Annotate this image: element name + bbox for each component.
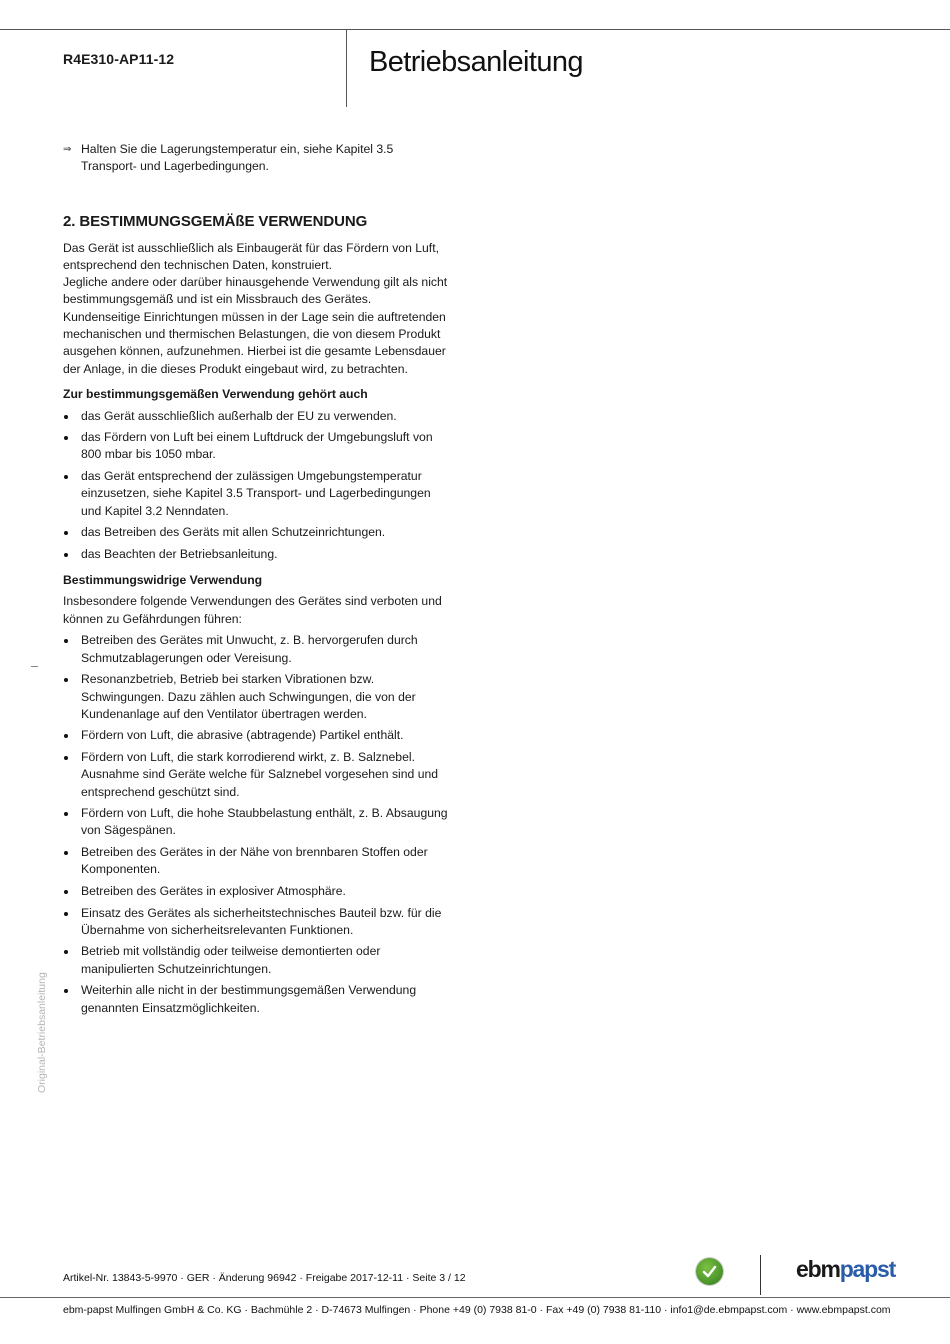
footer-rule: [0, 1297, 950, 1298]
section-paragraphs: [63, 240, 451, 378]
bullet-icon: [64, 734, 68, 738]
list-item-text: Betreiben des Gerätes in der Nähe von brennbaren Stoffen oder Komponenten.: [81, 845, 428, 877]
bullet-icon: [64, 436, 68, 440]
list-item: [63, 883, 451, 900]
bullet-icon: [64, 890, 68, 894]
bullet-icon: [64, 678, 68, 682]
bullet-icon: [64, 475, 68, 479]
header-divider: [346, 29, 347, 107]
paragraph: Jegliche andere oder darüber hinausgehende Verwendung gilt als nicht bestimmungsgemäß und ist ein Missbrauch des Gerätes.: [63, 275, 448, 307]
list-item: [63, 468, 451, 520]
list-item-text: Betreiben des Gerätes in explosiver Atmosphäre.: [81, 883, 346, 898]
page-content: [63, 141, 451, 1017]
arrow-right-icon: ⇒: [63, 144, 72, 155]
misuse-heading: Bestimmungswidrige Verwendung: [63, 573, 263, 588]
bullet-icon: [64, 851, 68, 855]
list-item: [63, 943, 451, 978]
bullet-icon: [64, 553, 68, 557]
list-item-text: das Gerät ausschließlich außerhalb der EU zu verwenden.: [81, 408, 397, 423]
misuse-list: [63, 632, 451, 1017]
list-item-text: Betrieb mit vollständig oder teilweise demontierten oder manipulierten Schutzeinrichtungen.: [81, 944, 381, 976]
model-number: R4E310-AP11-12: [63, 51, 175, 67]
paragraph: Kundenseitige Einrichtungen müssen in der Lage sein die auftretenden mechanischen und thermischen Belastungen, die von diesem Produkt ausgehen können, aufzunehmen. Hierbei ist die gesamte Lebensdauer der Anlage, in die dieses Produkt eingebaut wird, zu betrachten.: [63, 309, 446, 376]
list-item-text: Betreiben des Gerätes mit Unwucht, z. B. hervorgerufen durch Schmutzablagerungen oder Vereisung.: [81, 633, 418, 665]
paragraph: Das Gerät ist ausschließlich als Einbaugerät für das Fördern von Luft, entsprechend den technischen Daten, konstruiert.: [63, 240, 439, 272]
list-item: [63, 524, 451, 541]
list-item-text: das Beachten der Betriebsanleitung.: [81, 546, 278, 561]
ebmpapst-logo: ebmpapst: [796, 1256, 896, 1282]
logo-divider: [760, 1255, 761, 1295]
list-item: [63, 749, 451, 801]
list-item: [63, 727, 451, 744]
misuse-intro: Insbesondere folgende Verwendungen des Gerätes sind verboten und können zu Gefährdungen führen:: [63, 594, 442, 626]
list-item-text: Resonanzbetrieb, Betrieb bei starken Vibrationen bzw. Schwingungen. Dazu zählen auch Schwingungen, die von der Kundenanlage auf den Ventilator übertragen werden.: [81, 672, 416, 721]
list-item-text: Fördern von Luft, die hohe Staubbelastung enthält, z. B. Absaugung von Sägespänen.: [81, 806, 448, 838]
header-top-rule: [0, 29, 950, 30]
green-tech-badge-icon: [696, 1258, 723, 1285]
list-item-text: Fördern von Luft, die stark korrodierend wirkt, z. B. Salznebel. Ausnahme sind Geräte welche für Salznebel vorgesehen sind und entsprechend geschützt sind.: [81, 749, 439, 799]
footer-document-info: Artikel-Nr. 13843-5-9970 · GER · Änderung 96942 · Freigabe 2017-12-11 · Seite 3 / 12: [63, 1272, 466, 1284]
list-item: [63, 546, 451, 563]
list-item-text: Weiterhin alle nicht in der bestimmungsgemäßen Verwendung genannten Einsatzmöglichkeiten.: [81, 983, 417, 1015]
bullet-icon: [64, 531, 68, 535]
list-item: [63, 408, 451, 425]
bullet-icon: [64, 756, 68, 760]
section-heading: 2. BESTIMMUNGSGEMÄßE VERWENDUNG: [63, 212, 368, 230]
list-item-text: das Gerät entsprechend der zulässigen Umgebungstemperatur einzusetzen, siehe Kapitel 3.5 Transport- und Lagerbedingungen und Kapitel 3.2 Nenndaten.: [81, 469, 431, 518]
list-item: [63, 632, 451, 667]
footer-company-line: ebm-papst Mulfingen GmbH & Co. KG · Bachmühle 2 · D-74673 Mulfingen · Phone +49 (0) 7938 81-0 · Fax +49 (0) 7938 81-110 · info1@de.ebmpapst.com · www.ebmpapst.com: [63, 1304, 891, 1316]
intended-use-list: [63, 408, 451, 564]
list-item-text: das Betreiben des Geräts mit allen Schutzeinrichtungen.: [81, 525, 386, 540]
document-title: Betriebsanleitung: [369, 46, 583, 78]
bullet-icon: [64, 912, 68, 916]
list-item-text: Einsatz des Gerätes als sicherheitstechnisches Bauteil bzw. für die Übernahme von sicherheitsrelevanten Funktionen.: [81, 905, 442, 937]
intended-use-heading: Zur bestimmungsgemäßen Verwendung gehört auch: [63, 386, 368, 401]
fold-mark: [31, 666, 38, 667]
list-item: [63, 429, 451, 464]
bullet-icon: [64, 812, 68, 816]
list-item: [63, 671, 451, 723]
list-item: [63, 805, 451, 840]
storage-note-text: Halten Sie die Lagerungstemperatur ein, siehe Kapitel 3.5 Transport- und Lagerbedingungen.: [81, 142, 394, 174]
list-item: [63, 844, 451, 879]
list-item: [63, 982, 451, 1017]
list-item-text: das Fördern von Luft bei einem Luftdruck der Umgebungsluft von 800 mbar bis 1050 mbar.: [81, 430, 433, 462]
storage-note: [63, 141, 451, 176]
bullet-icon: [64, 415, 68, 419]
bullet-icon: [64, 989, 68, 993]
side-label: Original-Betriebsanleitung: [36, 972, 48, 1093]
bullet-icon: [64, 639, 68, 643]
list-item: [63, 905, 451, 940]
bullet-icon: [64, 950, 68, 954]
list-item-text: Fördern von Luft, die abrasive (abtragende) Partikel enthält.: [81, 728, 404, 743]
